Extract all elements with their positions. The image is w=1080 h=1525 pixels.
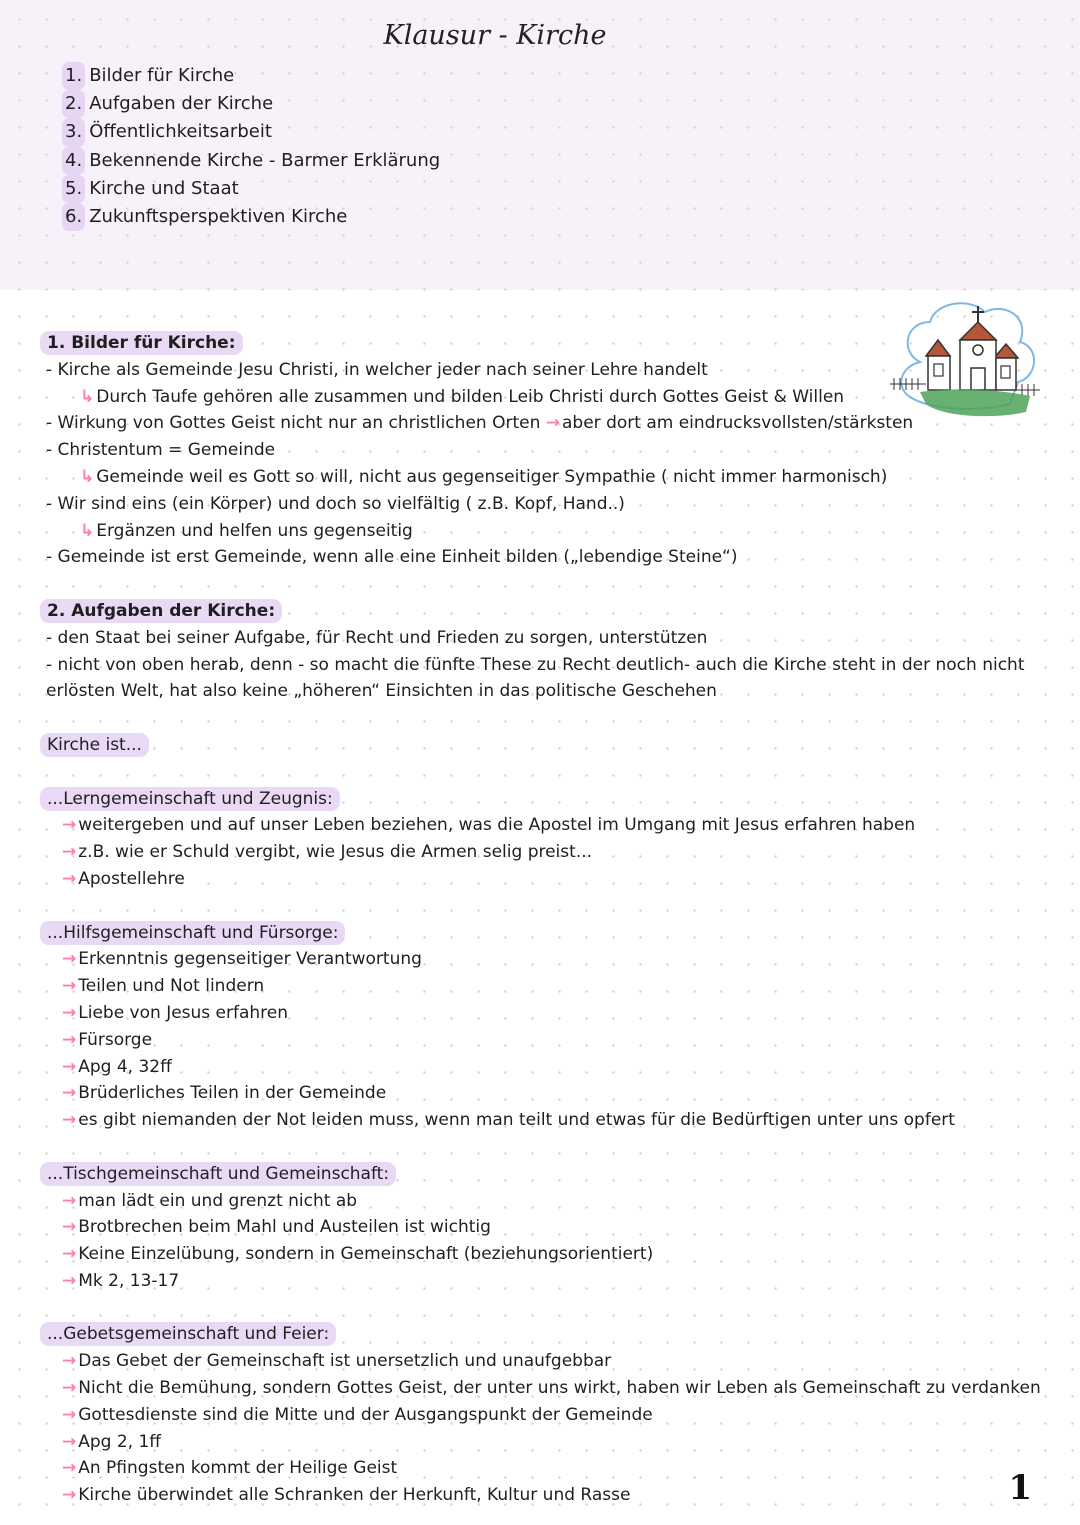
toc-number: 1. xyxy=(62,62,85,90)
kirche-ist-label: Kirche ist... xyxy=(40,733,149,757)
note-text: - Wirkung von Gottes Geist nicht nur an christlichen Orten xyxy=(46,413,541,434)
right-arrow-icon: → xyxy=(62,1029,77,1050)
list-item-text: Apg 2, 1ff xyxy=(78,1431,162,1452)
group-heading-text: ...Lerngemeinschaft und Zeugnis: xyxy=(40,787,340,811)
list-item xyxy=(40,1027,1050,1054)
list-item-text: Das Gebet der Gemeinschaft ist unersetzlich und unaufgebbar xyxy=(78,1351,612,1372)
table-of-contents xyxy=(62,62,440,231)
toc-text: Bilder für Kirche xyxy=(89,65,235,86)
list-item-text: Brotbrechen beim Mahl und Austeilen ist wichtig xyxy=(78,1217,491,1238)
toc-text: Kirche und Staat xyxy=(89,177,239,199)
note-text: aber dort am eindrucksvollsten/stärksten xyxy=(562,413,914,434)
section1-heading: 1. Bilder für Kirche: xyxy=(40,331,243,355)
spacer xyxy=(40,1134,1050,1161)
hook-arrow-icon: ↳ xyxy=(80,386,95,407)
note-line: - nicht von oben herab, denn - so macht die fünfte These zu Recht deutlich- auch die Kirche steht in der noch nicht erlösten Welt, hat also keine „höheren“ Einsichten in das politische Geschehen xyxy=(46,654,1025,702)
toc-number: 3. xyxy=(62,118,85,146)
notes-content xyxy=(40,330,1050,1509)
note-line: - Christentum = Gemeinde xyxy=(46,440,276,461)
right-arrow-icon: → xyxy=(62,949,77,970)
right-arrow-icon: → xyxy=(62,1190,77,1211)
toc-item xyxy=(62,147,440,175)
right-arrow-icon: → xyxy=(62,1351,77,1372)
spacer xyxy=(40,705,1050,732)
right-arrow-icon: → xyxy=(62,1378,77,1399)
list-item xyxy=(40,812,1050,839)
group-heading xyxy=(40,1161,1050,1188)
toc-item xyxy=(62,90,440,118)
list-item xyxy=(40,1429,1050,1456)
list-item-text: Apg 4, 32ff xyxy=(78,1056,172,1077)
list-item-text: z.B. wie er Schuld vergibt, wie Jesus die Armen selig preist... xyxy=(78,842,593,863)
group-heading-text: ...Tischgemeinschaft und Gemeinschaft: xyxy=(40,1162,396,1186)
list-item xyxy=(40,1080,1050,1107)
note-line: - Wir sind eins (ein Körper) und doch so vielfältig ( z.B. Kopf, Hand..) xyxy=(46,493,625,514)
right-arrow-icon: → xyxy=(62,815,77,836)
section2-heading: 2. Aufgaben der Kirche: xyxy=(40,599,282,623)
note-line xyxy=(40,384,1050,411)
right-arrow-icon: → xyxy=(62,1431,77,1452)
toc-text: Aufgaben der Kirche xyxy=(89,93,274,115)
list-item xyxy=(40,866,1050,893)
list-item xyxy=(40,1188,1050,1215)
list-item-text: Mk 2, 13-17 xyxy=(78,1270,180,1291)
note-line: - Kirche als Gemeinde Jesu Christi, in welcher jeder nach seiner Lehre handelt xyxy=(46,359,708,380)
page-title: Klausur - Kirche xyxy=(383,20,607,51)
list-item-text: Apostellehre xyxy=(78,868,185,889)
note-text: Durch Taufe gehören alle zusammen und bilden Leib Christi durch Gottes Geist & Willen xyxy=(96,386,845,407)
list-item-text: An Pfingsten kommt der Heilige Geist xyxy=(78,1458,398,1479)
list-item-text: Fürsorge xyxy=(78,1029,153,1050)
group-heading xyxy=(40,1321,1050,1348)
note-text: Gemeinde weil es Gott so will, nicht aus gegenseitiger Sympathie ( nicht immer harmonisch) xyxy=(96,466,888,487)
note-line xyxy=(40,410,1050,437)
list-item-text: man lädt ein und grenzt nicht ab xyxy=(78,1190,358,1211)
right-arrow-icon: → xyxy=(62,842,77,863)
list-item xyxy=(40,946,1050,973)
toc-text: Öffentlichkeitsarbeit xyxy=(89,121,272,143)
toc-text: Bekennende Kirche - Barmer Erklärung xyxy=(89,149,441,171)
subheading xyxy=(40,732,1050,759)
right-arrow-icon: → xyxy=(62,1244,77,1265)
list-item-text: Erkenntnis gegenseitiger Verantwortung xyxy=(78,949,422,970)
toc-number: 2. xyxy=(62,90,85,118)
list-item xyxy=(40,839,1050,866)
toc-item xyxy=(62,118,440,146)
right-arrow-icon: → xyxy=(545,413,561,434)
list-item-text: Liebe von Jesus erfahren xyxy=(78,1002,289,1023)
note-line: - den Staat bei seiner Aufgabe, für Recht und Frieden zu sorgen, unterstützen xyxy=(46,627,708,648)
right-arrow-icon: → xyxy=(62,1485,77,1506)
list-item xyxy=(40,1402,1050,1429)
right-arrow-icon: → xyxy=(62,1056,77,1077)
toc-item xyxy=(62,203,440,231)
list-item xyxy=(40,1482,1050,1509)
group-heading-text: ...Hilfsgemeinschaft und Fürsorge: xyxy=(40,921,345,945)
list-item xyxy=(40,1241,1050,1268)
toc-number: 6. xyxy=(62,203,85,231)
spacer xyxy=(40,571,1050,598)
right-arrow-icon: → xyxy=(62,976,77,997)
list-item xyxy=(40,1455,1050,1482)
list-item xyxy=(40,1054,1050,1081)
right-arrow-icon: → xyxy=(62,1083,77,1104)
list-item xyxy=(40,1348,1050,1375)
note-text: Ergänzen und helfen uns gegenseitig xyxy=(96,520,413,541)
right-arrow-icon: → xyxy=(62,1404,77,1425)
spacer xyxy=(40,1295,1050,1322)
list-item-text: Keine Einzelübung, sondern in Gemeinschaft (beziehungsorientiert) xyxy=(78,1244,654,1265)
list-item xyxy=(40,1000,1050,1027)
list-item-text: Nicht die Bemühung, sondern Gottes Geist, der unter uns wirkt, haben wir Leben als Gemeinschaft zu verdanken xyxy=(78,1378,1041,1399)
hook-arrow-icon: ↳ xyxy=(80,520,95,541)
page-number: 1 xyxy=(1008,1468,1032,1508)
right-arrow-icon: → xyxy=(62,1217,77,1238)
group-heading-text: ...Gebetsgemeinschaft und Feier: xyxy=(40,1322,336,1346)
spacer xyxy=(40,759,1050,786)
group-heading xyxy=(40,786,1050,813)
list-item-text: Teilen und Not lindern xyxy=(78,976,265,997)
right-arrow-icon: → xyxy=(62,868,77,889)
group-heading xyxy=(40,920,1050,947)
list-item-text: es gibt niemanden der Not leiden muss, wenn man teilt und etwas für die Bedürftigen unter uns opfert xyxy=(78,1110,955,1131)
right-arrow-icon: → xyxy=(62,1270,77,1291)
list-item xyxy=(40,1107,1050,1134)
toc-item xyxy=(62,62,440,90)
toc-text: Zukunftsperspektiven Kirche xyxy=(89,205,348,227)
note-line xyxy=(40,518,1050,545)
list-item-text: Brüderliches Teilen in der Gemeinde xyxy=(78,1083,387,1104)
list-item-text: Kirche überwindet alle Schranken der Herkunft, Kultur und Rasse xyxy=(78,1485,631,1506)
toc-number: 5. xyxy=(62,175,85,203)
right-arrow-icon: → xyxy=(62,1458,77,1479)
spacer xyxy=(40,893,1050,920)
right-arrow-icon: → xyxy=(62,1002,77,1023)
section-heading xyxy=(40,598,1050,625)
list-item xyxy=(40,1375,1050,1402)
right-arrow-icon: → xyxy=(62,1110,77,1131)
toc-item xyxy=(62,175,440,203)
note-line: - Gemeinde ist erst Gemeinde, wenn alle eine Einheit bilden („lebendige Steine“) xyxy=(46,547,738,568)
list-item xyxy=(40,973,1050,1000)
list-item xyxy=(40,1268,1050,1295)
note-line xyxy=(40,464,1050,491)
list-item-text: Gottesdienste sind die Mitte und der Ausgangspunkt der Gemeinde xyxy=(78,1404,653,1425)
list-item-text: weitergeben und auf unser Leben beziehen, was die Apostel im Umgang mit Jesus erfahren haben xyxy=(78,815,916,836)
section-heading xyxy=(40,330,1050,357)
list-item xyxy=(40,1214,1050,1241)
hook-arrow-icon: ↳ xyxy=(80,466,95,487)
toc-number: 4. xyxy=(62,147,85,175)
